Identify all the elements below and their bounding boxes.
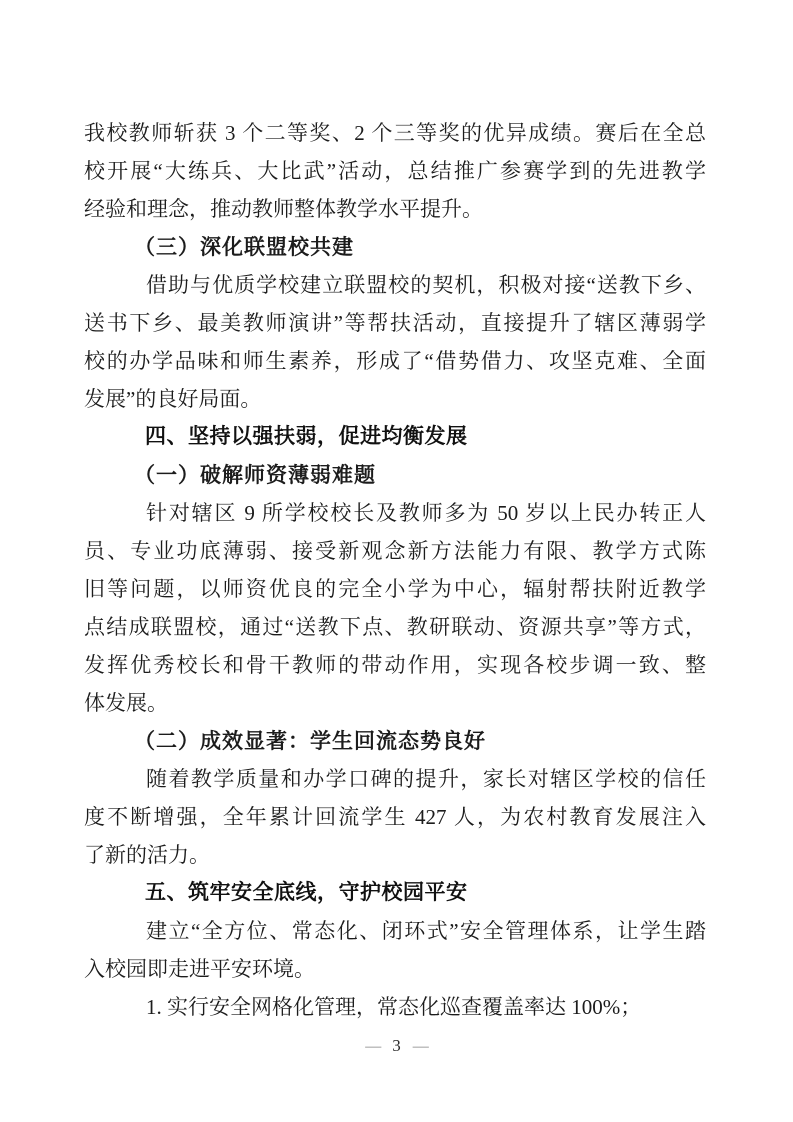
section-heading: 五、筑牢安全底线，守护校园平安 — [145, 881, 468, 904]
text-line: 发展”的良好局面。 — [84, 387, 262, 411]
section-heading: （一）破解师资薄弱难题 — [134, 463, 376, 487]
section-heading: （二）成效显著：学生回流态势良好 — [134, 729, 486, 753]
text-line: 送书下乡、最美教师演讲”等帮扶活动，直接提升了辖区薄弱学 — [84, 311, 706, 335]
text-line: 员、专业功底薄弱、接受新观念新方法能力有限、教学方式陈 — [84, 539, 706, 563]
page-number: 3 — [392, 1036, 401, 1055]
text-line: 经验和理念，推动教师整体教学水平提升。 — [84, 197, 483, 221]
section-heading: 四、坚持以强扶弱，促进均衡发展 — [145, 425, 468, 448]
text-line: 校开展“大练兵、大比武”活动，总结推广参赛学到的先进教学 — [84, 159, 706, 183]
section-heading: （三）深化联盟校共建 — [134, 235, 354, 259]
text-line: 我校教师斩获 3 个二等奖、2 个三等奖的优异成绩。赛后在全总 — [84, 121, 706, 145]
page-footer — [0, 1036, 793, 1057]
text-line: 体发展。 — [84, 691, 168, 715]
text-line: 校的办学品味和师生素养，形成了“借势借力、攻坚克难、全面 — [84, 349, 706, 373]
document-lines — [84, 114, 706, 1026]
text-line: 针对辖区 9 所学校校长及教师多为 50 岁以上民办转正人 — [146, 501, 706, 525]
text-line: 入校园即走进平安环境。 — [84, 957, 315, 981]
text-line: 1. 实行安全网格化管理，常态化巡查覆盖率达 100%； — [146, 995, 642, 1019]
text-line: 建立“全方位、常态化、闭环式”安全管理体系，让学生踏 — [146, 919, 706, 943]
text-line: 了新的活力。 — [84, 843, 210, 867]
text-line: 借助与优质学校建立联盟校的契机，积极对接“送教下乡、 — [146, 273, 706, 297]
text-line: 点结成联盟校，通过“送教下点、教研联动、资源共享”等方式， — [84, 615, 706, 639]
text-line: 旧等问题，以师资优良的完全小学为中心，辐射帮扶附近教学 — [84, 577, 706, 601]
text-line: 发挥优秀校长和骨干教师的带动作用，实现各校步调一致、整 — [84, 653, 706, 677]
text-line: 随着教学质量和办学口碑的提升，家长对辖区学校的信任 — [146, 767, 706, 791]
footer-right-dash: — — [412, 1038, 428, 1055]
text-line: 度不断增强，全年累计回流学生 427 人，为农村教育发展注入 — [84, 805, 706, 829]
footer-left-dash: — — [365, 1038, 381, 1055]
